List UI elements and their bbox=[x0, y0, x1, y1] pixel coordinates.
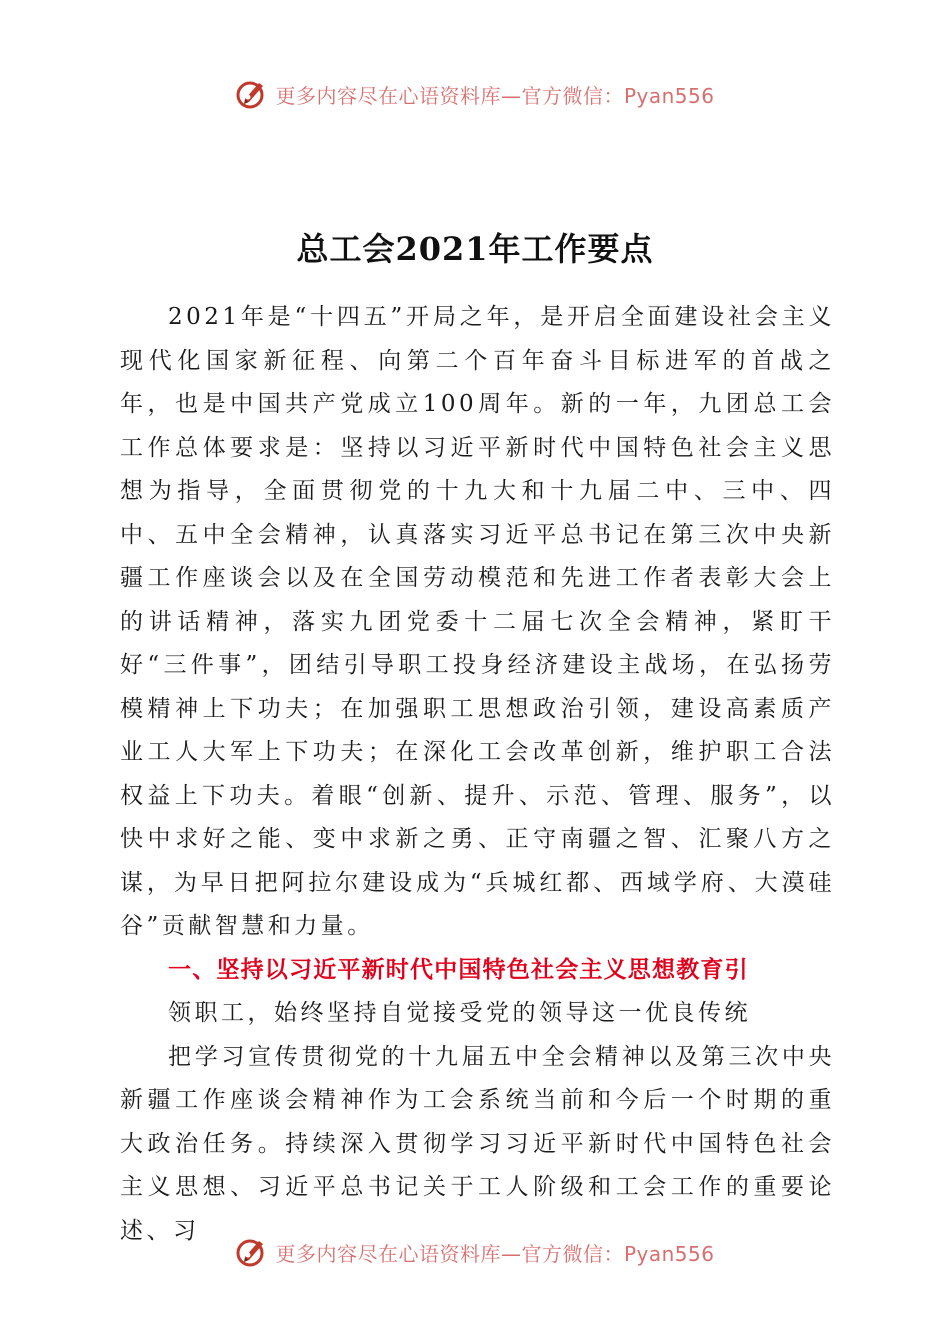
section-heading-1-continuation: 领职工，始终坚持自觉接受党的领导这一优良传统 bbox=[168, 1000, 751, 1026]
header-watermark-banner bbox=[0, 74, 950, 114]
intro-paragraph: 2021年是“十四五”开局之年，是开启全面建设社会主义现代化国家新征程、向第二个百年奋斗目标进军的首战之年，也是中国共产党成立100周年。新的一年，九团总工会工作总体要求是：坚持以习近平新时代中国特色社会主义思想为指导，全面贯彻党的十九大和十九届二中、三中、四中、五中全会精神，认真落实习近平总书记在第三次中央新疆工作座谈会以及在全国劳动模范和先进工作者表彰大会上的讲话精神，落实九团党委十二届七次全会精神，紧盯干好“三件事”，团结引导职工投身经济建设主战场，在弘扬劳模精神上下功夫；在加强职工思想政治引领，建设高素质产业工人大军上下功夫；在深化工会改革创新，维护职工合法权益上下功夫。着眼“创新、提升、示范、管理、服务”，以快中求好之能、变中求新之勇、正守南疆之智、汇聚八方之谋，为早日把阿拉尔建设成为“兵城红都、西域学府、大漠硅谷”贡献智慧和力量。 bbox=[120, 304, 835, 939]
pen-circle-logo-icon bbox=[235, 1235, 269, 1269]
watermark-text: 更多内容尽在心语资料库—官方微信：Pyan556 bbox=[275, 1241, 715, 1266]
section-1-paragraph: 把学习宣传贯彻党的十九届五中全会精神以及第三次中央新疆工作座谈会精神作为工会系统当前和今后一个时期的重大政治任务。持续深入贯彻学习习近平新时代中国特色社会主义思想、习近平总书记关于工人阶级和工会工作的重要论述、习 bbox=[120, 1043, 835, 1244]
footer-watermark-banner bbox=[0, 1232, 950, 1272]
watermark-text: 更多内容尽在心语资料库—官方微信：Pyan556 bbox=[275, 83, 715, 108]
document-body bbox=[120, 296, 835, 1253]
section-heading-1: 一、坚持以习近平新时代中国特色社会主义思想教育引 bbox=[168, 956, 749, 983]
document-title: 总工会2021年工作要点 bbox=[296, 230, 654, 268]
pen-circle-logo-icon bbox=[235, 77, 269, 111]
